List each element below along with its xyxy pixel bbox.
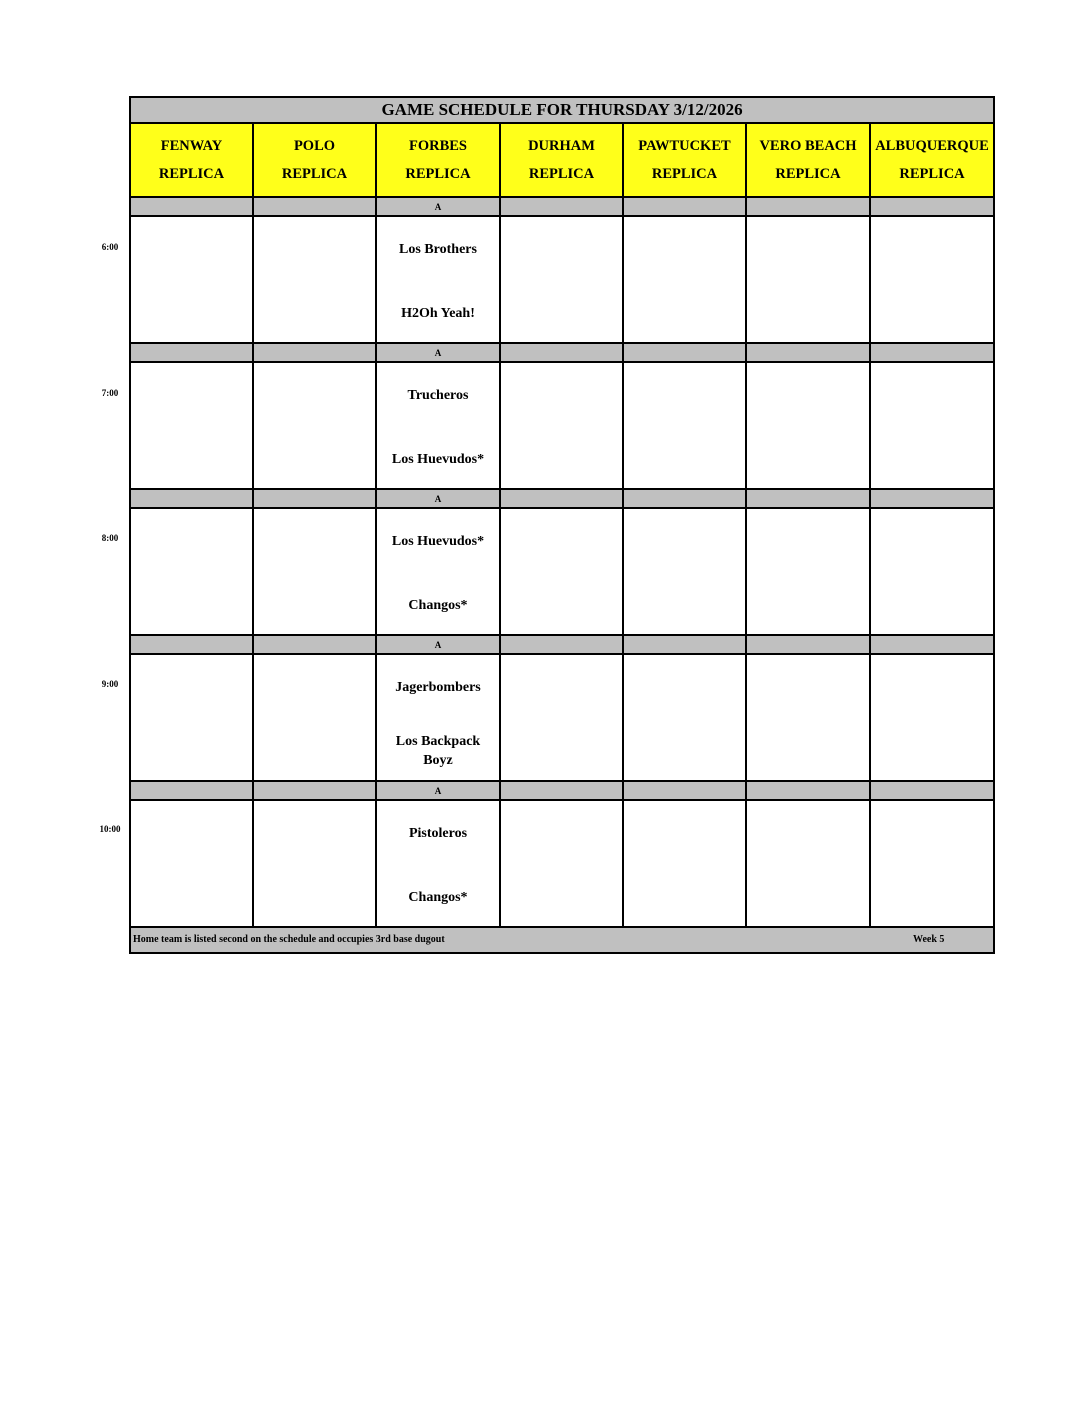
game-cell: [376, 654, 500, 781]
empty-slot: [253, 508, 376, 635]
time-label-8: 8:00: [101, 533, 119, 543]
field-name: VERO BEACH: [759, 138, 857, 154]
away-team: Trucheros: [407, 388, 469, 403]
game-cell: [376, 508, 500, 635]
empty-slot: [500, 654, 623, 781]
time-label-6: 6:00: [101, 242, 119, 252]
field-name: FORBES: [408, 138, 467, 154]
empty-slot: [746, 508, 870, 635]
field-name: POLO: [293, 138, 336, 154]
field-sub: REPLICA: [281, 166, 348, 182]
week-label: Week 5: [913, 934, 945, 945]
empty-slot: [746, 654, 870, 781]
field-name: PAWTUCKET: [638, 138, 731, 154]
empty-slot: [746, 800, 870, 927]
empty-slot: [870, 654, 994, 781]
field-sub: REPLICA: [405, 166, 471, 182]
game-row: [130, 508, 994, 635]
empty-slot: [130, 362, 253, 489]
empty-slot: [746, 362, 870, 489]
game-cell: [376, 800, 500, 927]
away-team: Los Brothers: [399, 242, 477, 257]
empty-slot: [500, 216, 623, 343]
empty-slot: [500, 800, 623, 927]
empty-slot: [253, 216, 376, 343]
time-label-7: 7:00: [101, 388, 119, 398]
game-row: [130, 362, 994, 489]
empty-slot: [746, 216, 870, 343]
empty-slot: [253, 654, 376, 781]
empty-slot: [623, 654, 746, 781]
field-header-pawtucket: [623, 123, 746, 197]
empty-slot: [623, 508, 746, 635]
field-name: FENWAY: [160, 138, 223, 154]
empty-slot: [253, 800, 376, 927]
field-sub: REPLICA: [899, 166, 965, 182]
field-header-row: [130, 123, 994, 197]
field-name: ALBUQUERQUE: [875, 138, 989, 154]
empty-slot: [130, 508, 253, 635]
schedule-sheet: [129, 96, 993, 954]
empty-slot: [870, 508, 994, 635]
footer-bar: [130, 927, 994, 953]
empty-slot: [870, 800, 994, 927]
away-team: Jagerbombers: [395, 680, 481, 695]
game-cell: [376, 362, 500, 489]
division-row: [130, 197, 994, 216]
away-team: Los Huevudos*: [391, 534, 485, 549]
empty-slot: [130, 800, 253, 927]
away-team: Pistoleros: [408, 826, 468, 841]
field-header-polo: [253, 123, 376, 197]
division-row: [130, 343, 994, 362]
empty-slot: [130, 654, 253, 781]
division-row: [130, 781, 994, 800]
page-title: GAME SCHEDULE FOR THURSDAY 3/12/2026: [130, 97, 994, 123]
field-sub: REPLICA: [775, 166, 841, 182]
home-team: Los Backpack Boyz: [395, 734, 481, 768]
home-team: Changos*: [408, 890, 468, 905]
field-header-vero-beach: [746, 123, 870, 197]
schedule-table: [129, 96, 995, 954]
division-label: A: [376, 781, 500, 800]
footer-note: Home team is listed second on the schedule and occupies 3rd base dugout: [133, 934, 445, 945]
game-row: [130, 800, 994, 927]
field-sub: REPLICA: [651, 166, 718, 182]
home-team: H2Oh Yeah!: [401, 306, 475, 321]
game-row: [130, 654, 994, 781]
field-header-albuquerque: [870, 123, 994, 197]
empty-slot: [253, 362, 376, 489]
empty-slot: [870, 362, 994, 489]
field-header-durham: [500, 123, 623, 197]
home-team: Los Huevudos*: [391, 452, 485, 467]
field-header-fenway: [130, 123, 253, 197]
field-sub: REPLICA: [528, 166, 595, 182]
home-team: Changos*: [408, 598, 468, 613]
field-header-forbes: [376, 123, 500, 197]
field-sub: REPLICA: [158, 166, 225, 182]
division-label: A: [376, 343, 500, 362]
empty-slot: [870, 216, 994, 343]
empty-slot: [623, 800, 746, 927]
empty-slot: [500, 508, 623, 635]
field-name: DURHAM: [528, 138, 595, 154]
division-row: [130, 489, 994, 508]
empty-slot: [623, 216, 746, 343]
division-label: A: [376, 489, 500, 508]
division-label: A: [376, 197, 500, 216]
game-row: [130, 216, 994, 343]
time-label-9: 9:00: [101, 679, 119, 689]
empty-slot: [130, 216, 253, 343]
division-label: A: [376, 635, 500, 654]
empty-slot: [500, 362, 623, 489]
division-row: [130, 635, 994, 654]
empty-slot: [623, 362, 746, 489]
time-label-10: 10:00: [99, 824, 121, 834]
game-cell: [376, 216, 500, 343]
